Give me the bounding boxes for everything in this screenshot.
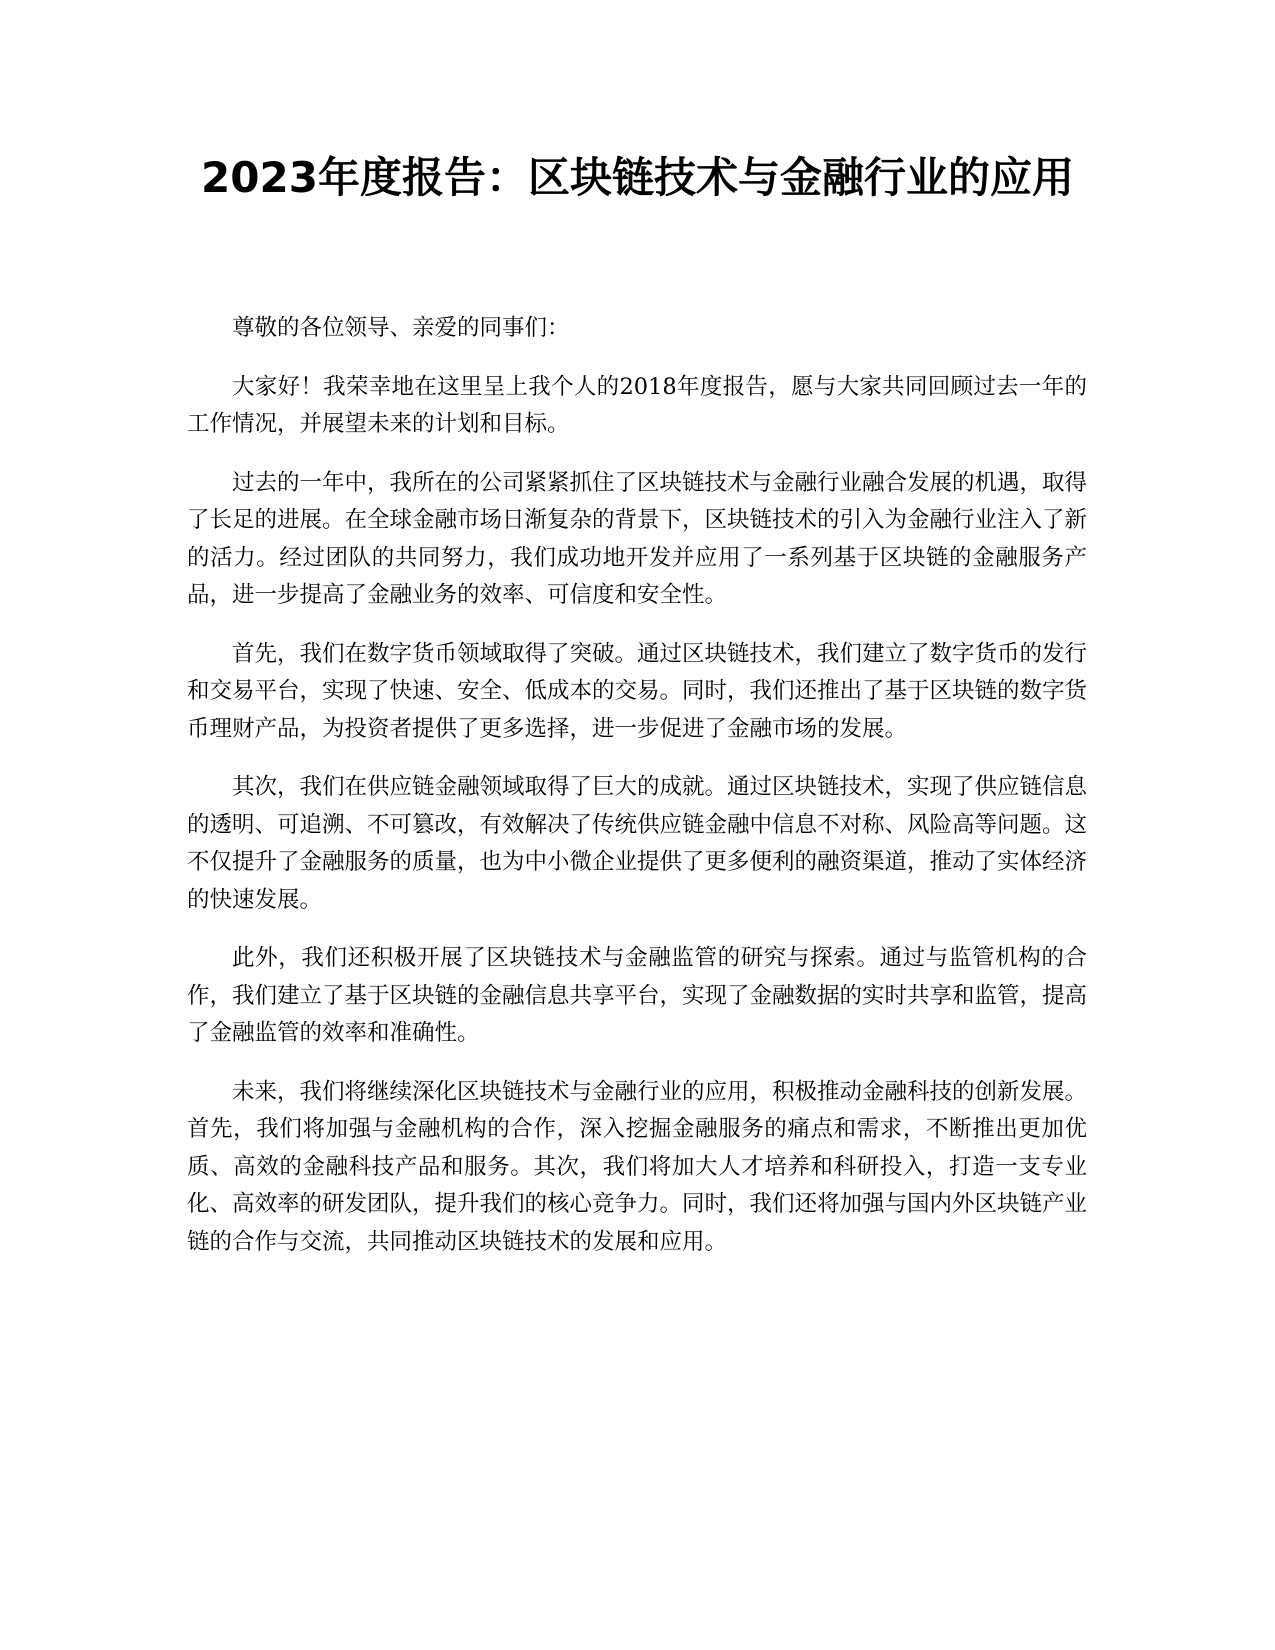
document-title: 2023年度报告：区块链技术与金融行业的应用	[201, 153, 1074, 202]
document-body	[187, 310, 1087, 1282]
supply-chain-paragraph: 其次，我们在供应链金融领域取得了巨大的成就。通过区块链技术，实现了供应链信息的透明、可追溯、不可篡改，有效解决了传统供应链金融中信息不对称、风险高等问题。这不仅提升了金融服务的质量，也为中小微企业提供了更多便利的融资渠道，推动了实体经济的快速发展。	[187, 774, 1088, 913]
greeting-paragraph: 大家好！我荣幸地在这里呈上我个人的2018年度报告，愿与大家共同回顾过去一年的工作情况，并展望未来的计划和目标。	[187, 373, 1087, 437]
future-plan-paragraph: 未来，我们将继续深化区块链技术与金融行业的应用，积极推动金融科技的创新发展。首先，我们将加强与金融机构的合作，深入挖掘金融服务的痛点和需求，不断推出更加优质、高效的金融科技产品和服务。其次，我们将加大人才培养和科研投入，打造一支专业化、高效率的研发团队，提升我们的核心竞争力。同时，我们还将加强与国内外区块链产业链的合作与交流，共同推动区块链技术的发展和应用。	[187, 1078, 1088, 1255]
salutation-paragraph: 尊敬的各位领导、亲爱的同事们：	[232, 315, 570, 341]
digital-currency-paragraph: 首先，我们在数字货币领域取得了突破。通过区块链技术，我们建立了数字货币的发行和交易平台，实现了快速、安全、低成本的交易。同时，我们还推出了基于区块链的数字货币理财产品，为投资者提供了更多选择，进一步促进了金融市场的发展。	[187, 640, 1088, 742]
review-paragraph: 过去的一年中，我所在的公司紧紧抓住了区块链技术与金融行业融合发展的机遇，取得了长足的进展。在全球金融市场日渐复杂的背景下，区块链技术的引入为金融行业注入了新的活力。经过团队的共同努力，我们成功地开发并应用了一系列基于区块链的金融服务产品，进一步提高了金融业务的效率、可信度和安全性。	[187, 469, 1088, 608]
regulation-paragraph: 此外，我们还积极开展了区块链技术与金融监管的研究与探索。通过与监管机构的合作，我们建立了基于区块链的金融信息共享平台，实现了金融数据的实时共享和监管，提高了金融监管的效率和准确性。	[187, 945, 1088, 1046]
